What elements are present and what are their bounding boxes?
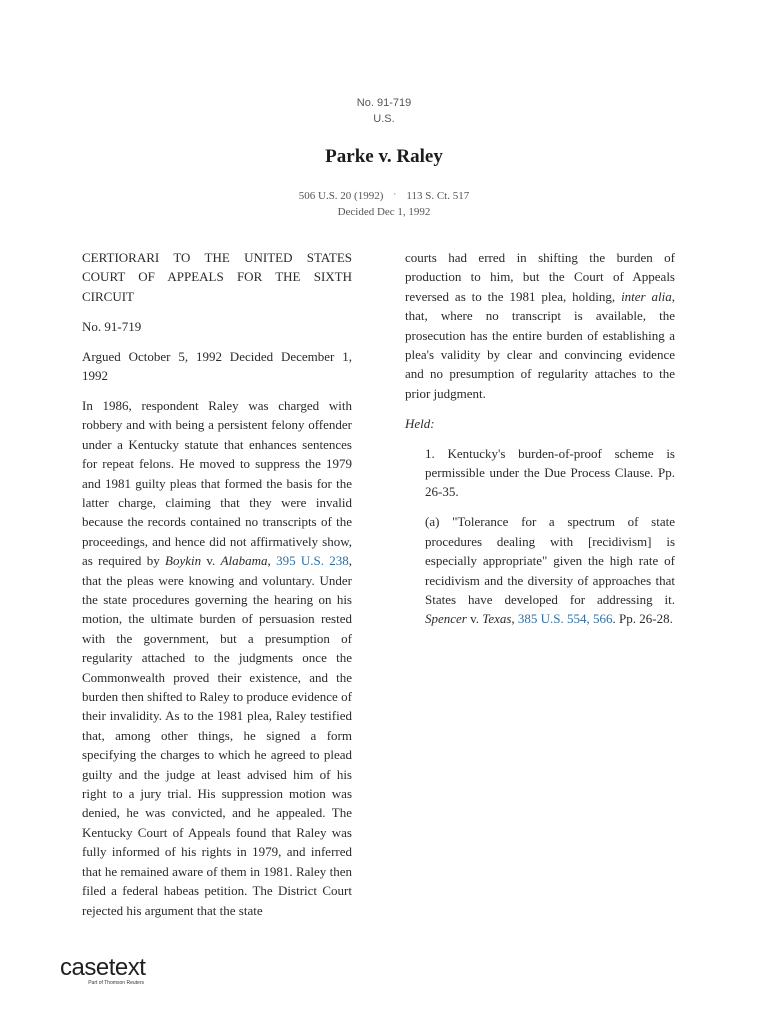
syllabus-paragraph	[82, 396, 352, 920]
held-text: Held:	[405, 415, 435, 431]
certiorari-heading: CERTIORARI TO THE UNITED STATES COURT OF APPEALS FOR THE SIXTH CIRCUIT	[82, 250, 352, 304]
holding-point-1: 1. Kentucky's burden-of-proof scheme is permissible under the Due Process Clause. Pp. 26-35.	[425, 445, 675, 500]
versus-text: v.	[201, 553, 221, 569]
logo-wordmark: casetext	[60, 954, 146, 981]
argued-paragraph: Argued October 5, 1992 Decided December 1, 1992	[82, 348, 352, 384]
case-name-boykin: Boykin	[165, 553, 202, 569]
syllabus-text-a: In 1986, respondent Raley was charged with robbery and with being a persistent felony offender under a Kentucky statute that enhances sentences for repeat felons. He moved to suppress the 1979 and 1981 guilty pleas that formed the basis for the latter charge, claiming that they were invalid because the records contained no transcripts of the proceedings, and hence did not affirmatively show, as required by	[82, 397, 352, 569]
holding-point-a	[425, 512, 675, 628]
logo-subtitle: Part of Thomson Reuters	[88, 980, 144, 986]
syllabus-text-b: , that the pleas were knowing and voluntary. Under the state procedures governing the hearing on his motion, the ultimate burden of persuasion rested with the government, but a presumption of regularity attached to the judgments once the Commonwealth proved their existence, and the burden then shifted to Raley to produce evidence of their invalidity. As to the 1981 plea, Raley testified that, among other things, he signed a form specifying the charges to which he agreed to plead guilty and the judge at least advised him of his right to a jury trial. His suppression motion was denied, he was convicted, and he appealed. The Kentucky Court of Appeals found that Raley was fully informed of his rights in 1979, and inferred that he remained aware of them in 1981. Raley then filed a federal habeas petition. The District Court rejected his argument that the state	[82, 553, 353, 918]
citation-sct: 113 S. Ct. 517	[406, 190, 470, 202]
citation-line	[0, 190, 768, 202]
case-title: Parke v. Raley	[325, 146, 443, 167]
court-label: U.S.	[373, 113, 395, 125]
left-column	[82, 248, 352, 930]
case-name-alabama: Alabama	[220, 553, 268, 569]
case-name-spencer: Spencer	[425, 611, 467, 627]
versus-text: v.	[466, 611, 483, 627]
decided-date: Decided Dec 1, 1992	[337, 206, 431, 218]
comma: ,	[267, 553, 277, 569]
continuation-text-b: , that, where no transcript is available, the prosecution has the entire burden of establishing a plea's validity by clear and convincing evidence and no presumption of regularity attaches to the prior judgment.	[405, 288, 675, 401]
held-label	[405, 414, 675, 433]
citation-us: 506 U.S. 20 (1992)	[298, 190, 384, 202]
docket-paragraph: No. 91-719	[82, 318, 142, 334]
comma: ,	[511, 611, 518, 627]
case-name-texas: Texas	[482, 611, 512, 627]
casetext-logo[interactable]	[60, 955, 145, 986]
point-a-text: (a) "Tolerance for a spectrum of state procedures dealing with [recidivism] is especially appropriate" given the high rate of recidivism and the diversity of approaches that States have developed for addressing it.	[425, 514, 675, 607]
point-a-end: . Pp. 26-28.	[612, 611, 673, 627]
continuation-text-a: courts had erred in shifting the burden of production to him, but the Court of Appeals reversed as to the 1981 plea, holding,	[405, 250, 675, 304]
citation-separator: ·	[393, 189, 397, 199]
inter-alia: inter alia	[621, 288, 672, 304]
continuation-paragraph	[405, 248, 675, 403]
citation-link-385[interactable]: 385 U.S. 554, 566	[517, 611, 613, 627]
citation-link-395[interactable]: 395 U.S. 238	[276, 553, 349, 569]
right-column	[405, 248, 675, 639]
docket-number: No. 91-719	[356, 97, 412, 109]
